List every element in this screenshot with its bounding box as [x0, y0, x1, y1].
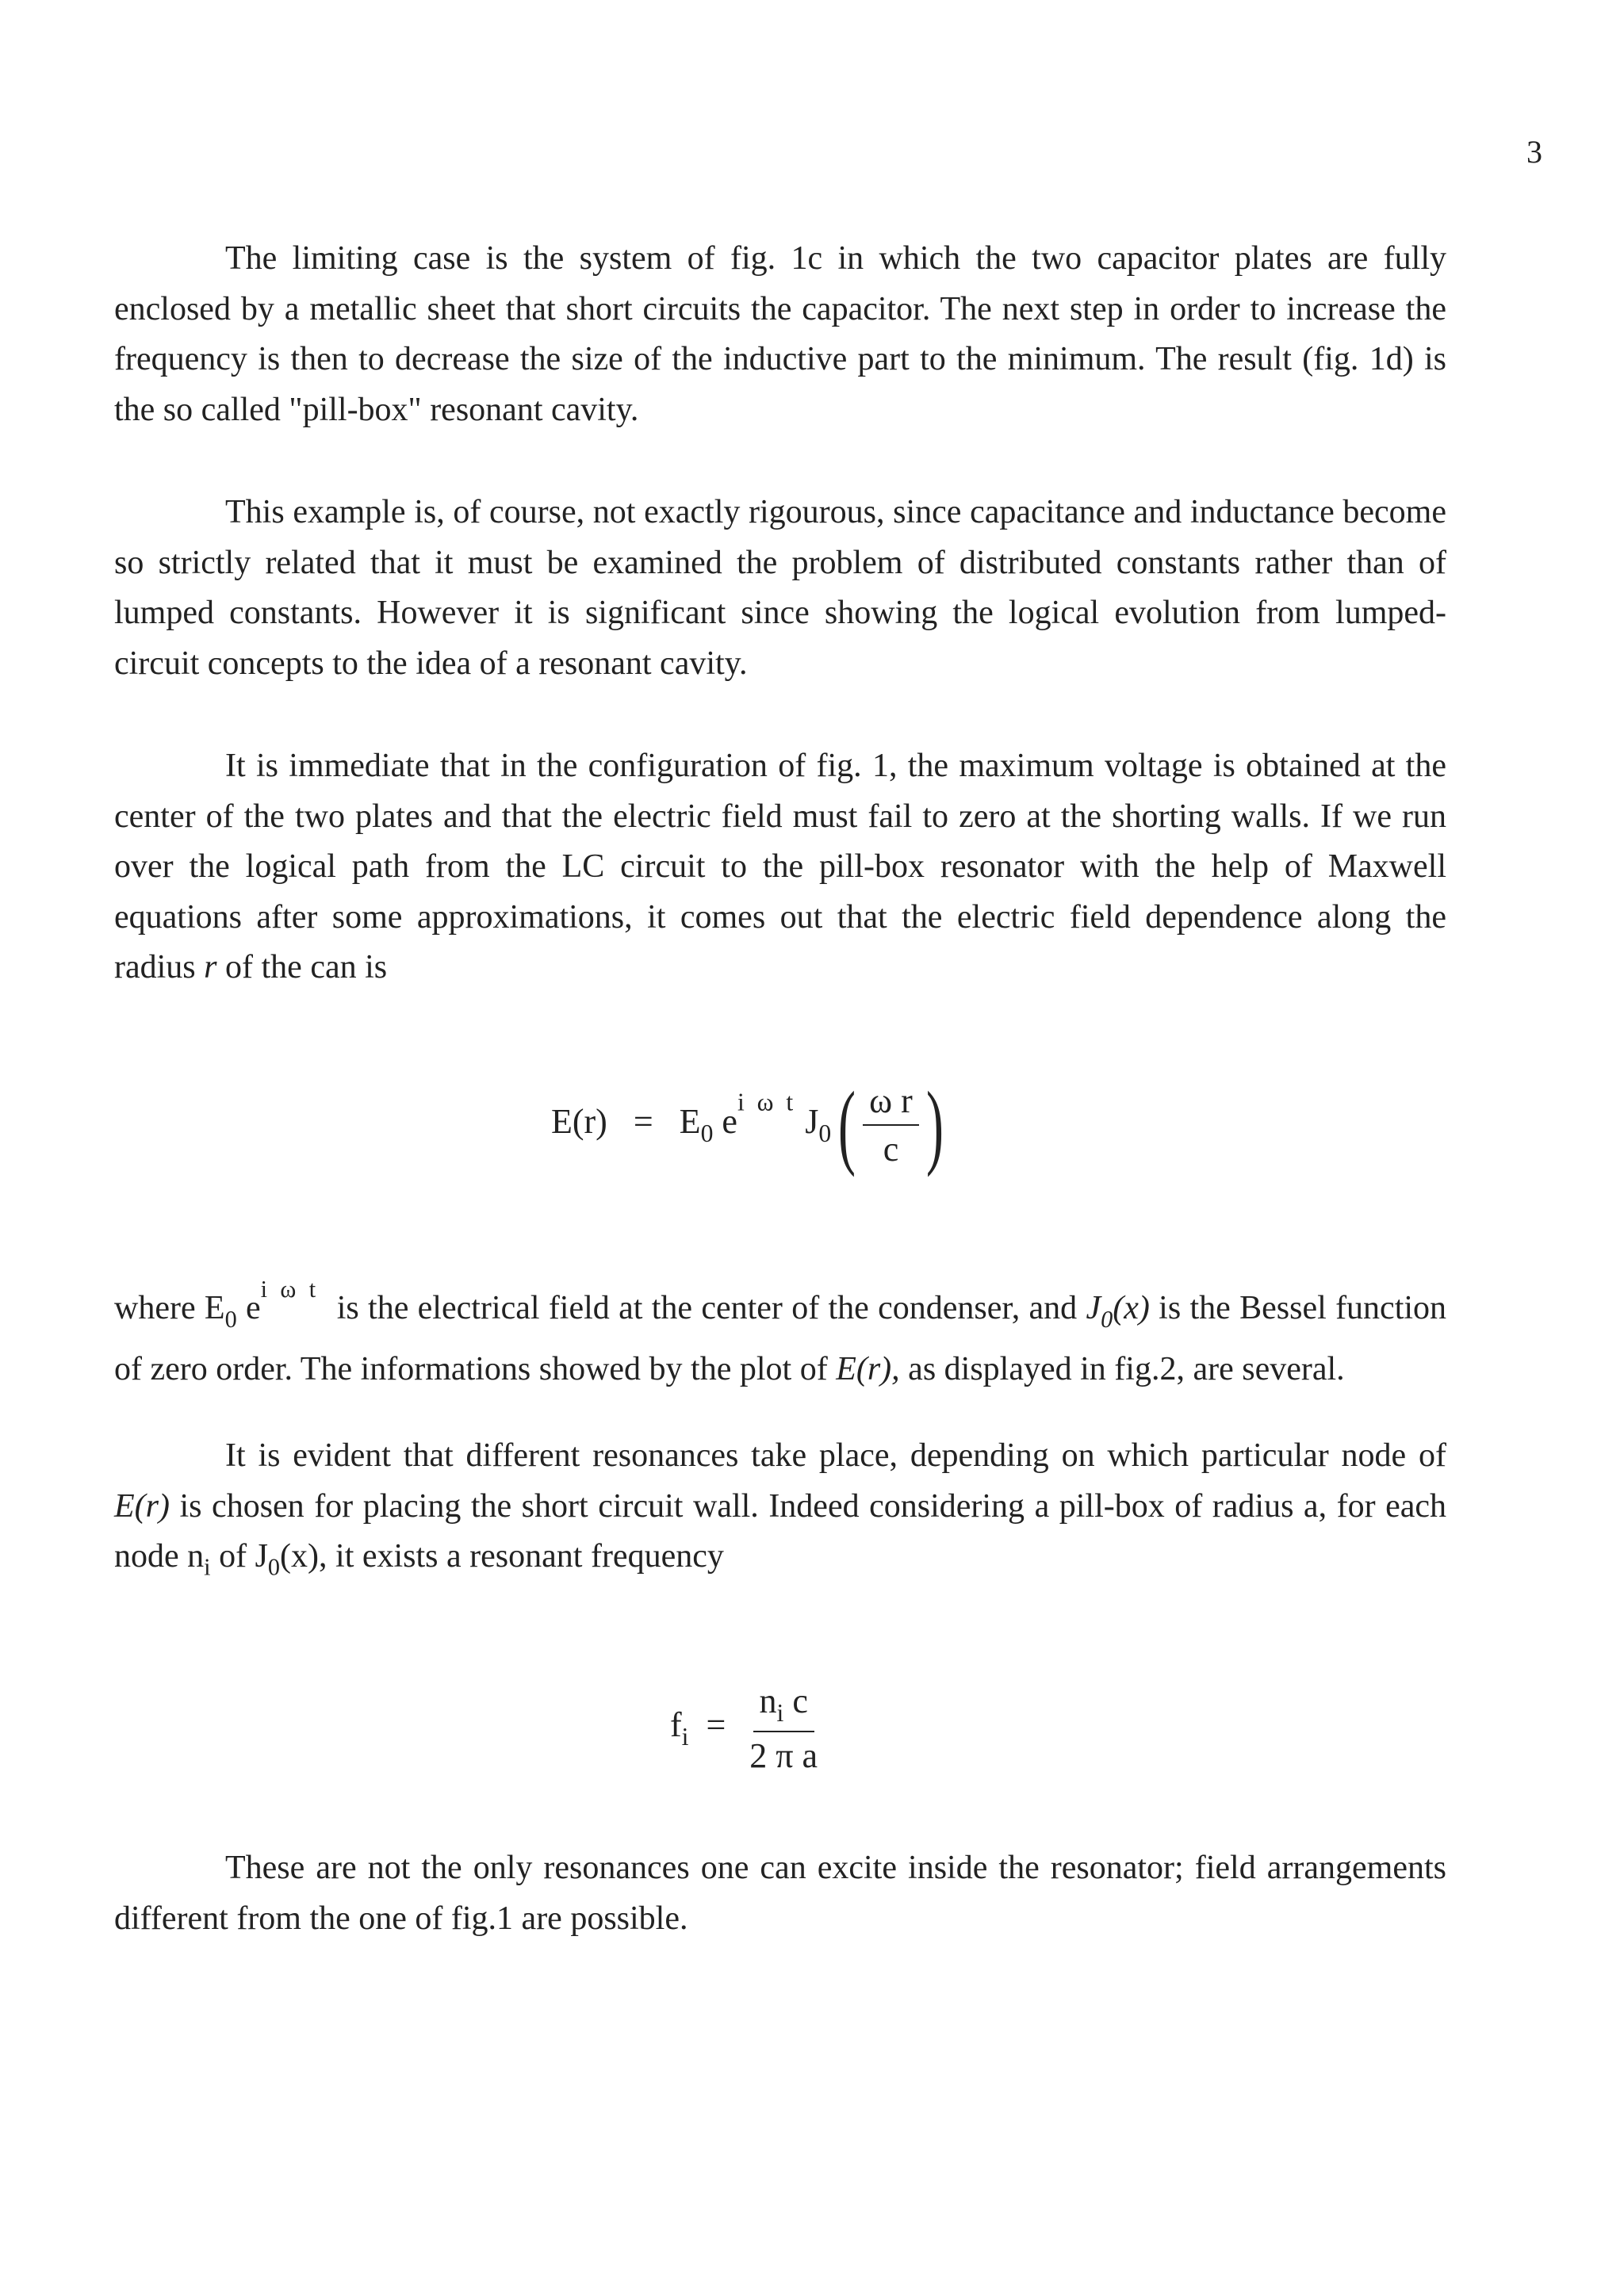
- paragraph-5: It is evident that different resonances take place, depending on which particular node of E(r) is chosen for placing the short circuit wall. Indeed considering a pill-box of radius a, for each node $n_i$ of $J_0(x)$, it exists a resonant frequency: [114, 1437, 1447, 1581]
- paragraph-3: It is immediate that in the configuration of fig. 1, the maximum voltage is obtained at the center of the two plates and that the electric field must fail to zero at the shorting walls. If we run over the logical path from the LC circuit to the pill-box resonator with the help of Maxwell equations after some approximations, it comes out that the electric field dependence along the radius r of the can is: [114, 748, 1446, 985]
- paragraph-2: This example is, of course, not exactly rigourous, since capacitance and inductance become so strictly related that it must be examined the problem of distributed constants rather than of lumped constants. However it is significant since showing the logical evolution from lumped-circuit concepts to the idea of a resonant cavity.: [114, 494, 1446, 682]
- equation-resonant-frequency: $f_i$ = $\frac{n_i c}{\text{2 π a}}$: [670, 1682, 818, 1776]
- radius-symbol: r: [204, 949, 217, 985]
- page-number: 3: [1526, 134, 1542, 170]
- paragraph-6: These are not the only resonances one can excite inside the resonator; field arrangements different from the one of fig.1 are possible.: [114, 1850, 1446, 1937]
- equation-electric-field: E(r) = $E_0$ $e^{i \omega t}$ $J_0$( $\frac{\text{ω r}}{c}$ ): [551, 1072, 944, 1177]
- paragraph-4: where $E_0$ $e^{i \omega t}$ is the electrical field at the center of the condenser, and $J_0(x)$ is the Bessel function of zero order. The informations showed by the plot of E(r), as displayed in fig.2, are several.: [114, 1276, 1447, 1388]
- paragraph-1: The limiting case is the system of fig. 1c in which the two capacitor plates are fully enclosed by a metallic sheet that short circuits the capacitor. The next step in order to increase the frequency is then to decrease the size of the inductive part to the minimum. The result (fig. 1d) is the so called "pill-box" resonant cavity.: [114, 240, 1446, 428]
